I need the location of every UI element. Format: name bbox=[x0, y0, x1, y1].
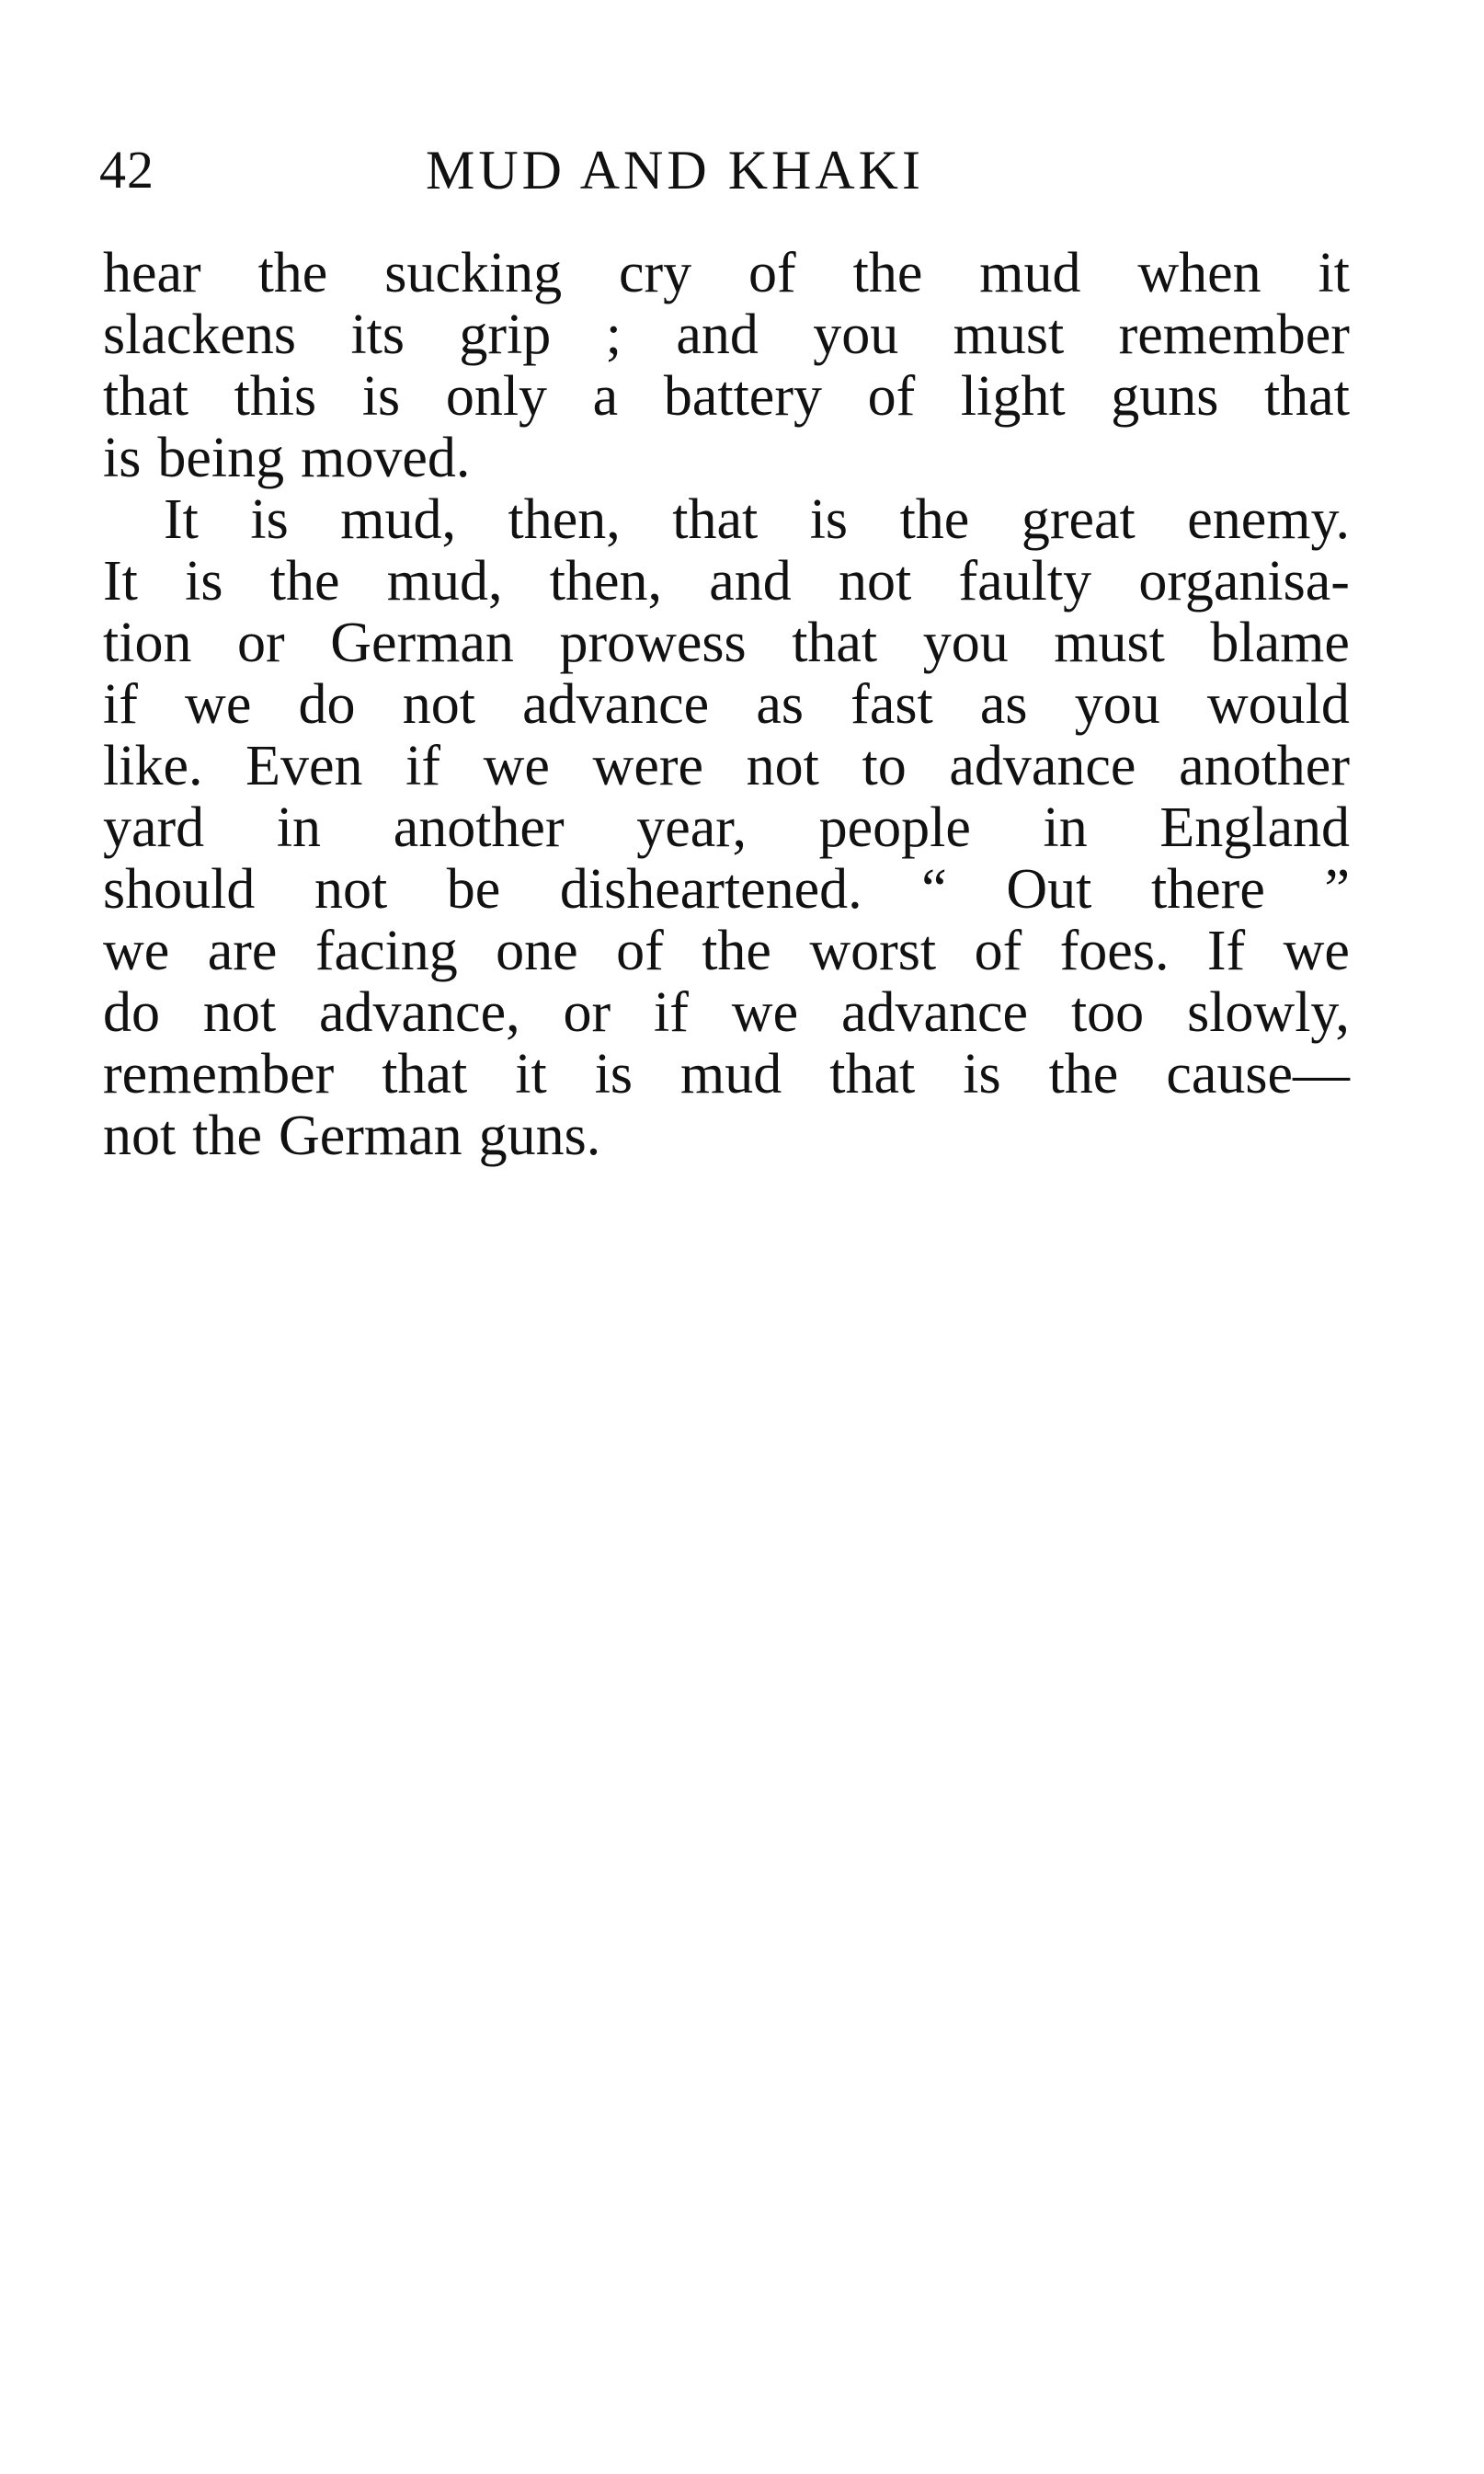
word: we bbox=[731, 981, 799, 1044]
word: in bbox=[276, 796, 322, 859]
word: England bbox=[1159, 796, 1350, 859]
word: it bbox=[515, 1043, 547, 1105]
word: you bbox=[922, 612, 1009, 674]
word: is bbox=[185, 550, 223, 613]
word: as bbox=[979, 673, 1028, 736]
word: that bbox=[829, 1043, 916, 1105]
word: cry bbox=[618, 242, 692, 304]
word: is bbox=[103, 427, 142, 489]
word: being bbox=[157, 427, 285, 489]
word: not bbox=[314, 858, 388, 921]
text-line bbox=[103, 489, 1350, 551]
word: slowly, bbox=[1187, 981, 1350, 1044]
word: are bbox=[207, 920, 278, 982]
word: prowess bbox=[559, 612, 747, 674]
word: you bbox=[813, 304, 899, 366]
page-number: 42 bbox=[99, 140, 154, 200]
word: German bbox=[330, 612, 514, 674]
word: It bbox=[164, 488, 199, 551]
text-line bbox=[103, 551, 1350, 613]
text-line bbox=[103, 797, 1350, 859]
text-line bbox=[103, 243, 1350, 304]
word: if bbox=[654, 981, 689, 1044]
word: the bbox=[852, 242, 923, 304]
text-line bbox=[103, 304, 1350, 366]
text-line bbox=[103, 613, 1350, 674]
word: of bbox=[616, 920, 664, 982]
word: worst bbox=[809, 920, 937, 982]
word: to bbox=[862, 735, 907, 797]
word: It bbox=[103, 550, 138, 613]
word: be bbox=[446, 858, 501, 921]
word: yard bbox=[103, 796, 205, 859]
word: foes. bbox=[1059, 920, 1170, 982]
running-head bbox=[99, 129, 1350, 212]
word: cause— bbox=[1166, 1043, 1350, 1105]
word: is bbox=[250, 488, 289, 551]
word: the bbox=[257, 242, 328, 304]
text-line bbox=[103, 859, 1350, 921]
word: advance bbox=[522, 673, 710, 736]
word: advance bbox=[840, 981, 1029, 1044]
word: guns bbox=[1111, 365, 1219, 428]
word: is bbox=[594, 1043, 634, 1105]
word: that bbox=[1263, 365, 1350, 428]
word: if bbox=[103, 673, 138, 736]
word: the bbox=[1048, 1043, 1119, 1105]
word: that bbox=[672, 488, 759, 551]
word: not bbox=[839, 550, 912, 613]
word: “ bbox=[921, 858, 947, 921]
word: another bbox=[1179, 735, 1350, 797]
word: facing bbox=[314, 920, 458, 982]
word: were bbox=[592, 735, 704, 797]
word: do bbox=[298, 673, 356, 736]
word: when bbox=[1137, 242, 1261, 304]
word: German bbox=[278, 1105, 462, 1167]
word: year, bbox=[636, 796, 747, 859]
word: as bbox=[756, 673, 804, 736]
word: not bbox=[202, 981, 277, 1044]
text-line bbox=[103, 921, 1350, 982]
word: Even bbox=[245, 735, 363, 797]
word: organisa- bbox=[1138, 550, 1350, 613]
word: there bbox=[1150, 858, 1265, 921]
word: one bbox=[496, 920, 578, 982]
word: If bbox=[1206, 920, 1246, 982]
word: disheartened. bbox=[559, 858, 862, 921]
word: moved. bbox=[301, 427, 471, 489]
word: remember bbox=[1118, 304, 1350, 366]
text-line bbox=[103, 1044, 1350, 1105]
word: not bbox=[402, 673, 475, 736]
text-line bbox=[103, 366, 1350, 428]
word: advance bbox=[949, 735, 1136, 797]
word: light bbox=[960, 365, 1066, 428]
word: of bbox=[974, 920, 1022, 982]
word: faulty bbox=[958, 550, 1092, 613]
word: Out bbox=[1006, 858, 1092, 921]
word: is bbox=[963, 1043, 1001, 1105]
word: or bbox=[237, 612, 285, 674]
word: we bbox=[1283, 920, 1350, 982]
word: it bbox=[1318, 242, 1350, 304]
word: enemy. bbox=[1187, 488, 1350, 551]
text-line bbox=[103, 736, 1350, 797]
word: mud bbox=[680, 1043, 782, 1105]
word: tion bbox=[103, 612, 192, 674]
word: if bbox=[405, 735, 440, 797]
word: the bbox=[269, 550, 340, 613]
word: should bbox=[103, 858, 256, 921]
running-title: MUD AND KHAKI bbox=[426, 140, 924, 200]
word: not bbox=[746, 735, 819, 797]
word: guns. bbox=[478, 1105, 601, 1167]
word: the bbox=[899, 488, 970, 551]
word: must bbox=[1054, 612, 1165, 674]
word: is bbox=[361, 365, 401, 428]
word: battery bbox=[663, 365, 822, 428]
word: only bbox=[445, 365, 548, 428]
word: of bbox=[867, 365, 916, 428]
word: and bbox=[709, 550, 792, 613]
word: and bbox=[676, 304, 759, 366]
word: or bbox=[563, 981, 611, 1044]
word: is bbox=[809, 488, 849, 551]
text-line bbox=[103, 1105, 1350, 1167]
text-line bbox=[103, 982, 1350, 1044]
word: its bbox=[350, 304, 405, 366]
word: people bbox=[818, 796, 971, 859]
paragraph-1 bbox=[103, 243, 1350, 489]
word: too bbox=[1070, 981, 1145, 1044]
word: the bbox=[702, 920, 771, 982]
word: that bbox=[382, 1043, 468, 1105]
word: another bbox=[393, 796, 565, 859]
word: we bbox=[483, 735, 550, 797]
word: then, bbox=[549, 550, 662, 613]
word: great bbox=[1021, 488, 1136, 551]
word: sucking bbox=[384, 242, 563, 304]
word: slackens bbox=[103, 304, 297, 366]
word: this bbox=[234, 365, 317, 428]
text-line bbox=[103, 428, 1350, 489]
word: in bbox=[1043, 796, 1088, 859]
word: do bbox=[103, 981, 160, 1044]
word: mud bbox=[979, 242, 1081, 304]
paragraph-2 bbox=[103, 489, 1350, 1167]
word: that bbox=[103, 365, 188, 428]
word: would bbox=[1206, 673, 1350, 736]
word: remember bbox=[103, 1043, 335, 1105]
word: grip bbox=[459, 304, 552, 366]
word: hear bbox=[103, 242, 201, 304]
word: ” bbox=[1324, 858, 1350, 921]
word: then, bbox=[508, 488, 621, 551]
word: the bbox=[192, 1105, 262, 1167]
word: you bbox=[1074, 673, 1160, 736]
word: fast bbox=[850, 673, 933, 736]
word: like. bbox=[103, 735, 203, 797]
word: a bbox=[592, 365, 619, 428]
body-text bbox=[103, 243, 1350, 1167]
word: of bbox=[748, 242, 796, 304]
word: must bbox=[953, 304, 1065, 366]
word: blame bbox=[1210, 612, 1350, 674]
word: we bbox=[185, 673, 252, 736]
word: mud, bbox=[340, 488, 456, 551]
word: mud, bbox=[386, 550, 503, 613]
word: not bbox=[103, 1105, 177, 1167]
word: that bbox=[792, 612, 878, 674]
word: advance, bbox=[319, 981, 520, 1044]
word: we bbox=[103, 920, 170, 982]
text-line bbox=[103, 674, 1350, 736]
word: ; bbox=[605, 304, 622, 366]
